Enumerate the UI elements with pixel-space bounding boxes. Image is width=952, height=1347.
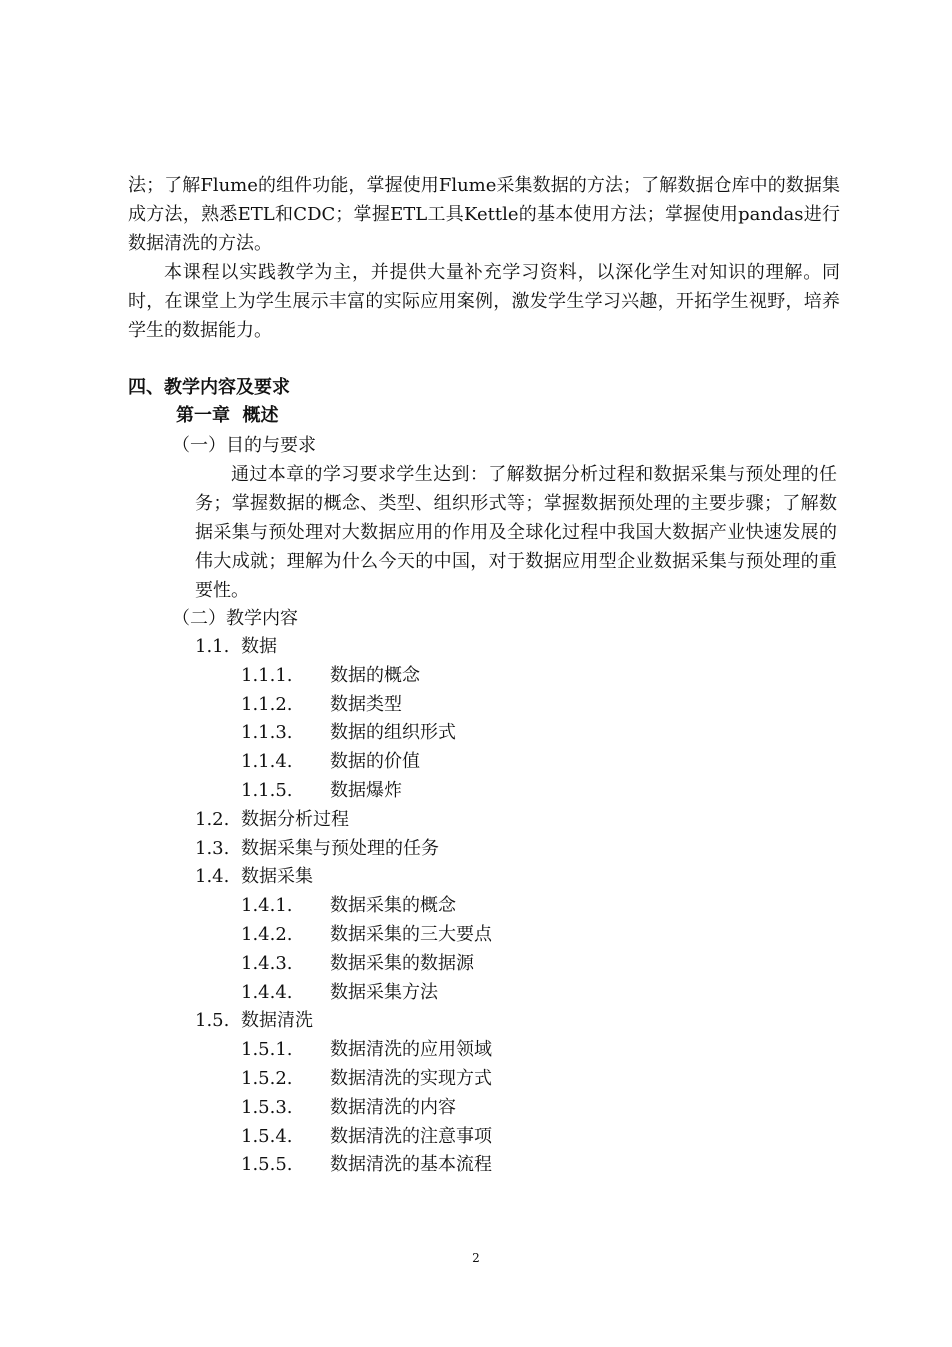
outline-item-number: 1.4.1. bbox=[241, 895, 293, 917]
outline-item bbox=[0, 748, 952, 777]
outline-item-text: 数据类型 bbox=[330, 693, 402, 715]
intro-paragraph-2: 本课程以实践教学为主，并提供大量补充学习资料，以深化学生对知识的理解。同时，在课堂上为学生展示丰富的实际应用案例，激发学生学习兴趣，开拓学生视野，培养学生的数据能力。 bbox=[128, 262, 840, 341]
outline-item-text: 数据的价值 bbox=[330, 751, 420, 773]
outline-item-text: 数据清洗 bbox=[241, 1010, 313, 1032]
outline-item-number: 1.1.3. bbox=[241, 722, 293, 744]
outline-item-text: 数据分析过程 bbox=[241, 808, 349, 830]
outline-item-number: 1.5.3. bbox=[241, 1096, 293, 1118]
outline-item-number: 1.1.1. bbox=[241, 664, 293, 686]
outline-item-number: 1.1.4. bbox=[241, 751, 293, 773]
outline-item-number: 1.1. bbox=[195, 636, 230, 657]
section-heading: 四、教学内容及要求 bbox=[128, 377, 290, 398]
outline-item-number: 1.5. bbox=[195, 1010, 230, 1032]
outline-item-text: 数据采集的数据源 bbox=[330, 952, 474, 974]
outline-item bbox=[0, 633, 952, 662]
outline-item-number: 1.4. bbox=[195, 866, 230, 888]
outline-item bbox=[0, 1151, 952, 1180]
outline-item-number: 1.4.3. bbox=[241, 952, 293, 974]
outline-item bbox=[0, 719, 952, 748]
outline-item-text: 数据的组织形式 bbox=[330, 722, 456, 744]
outline-item-number: 1.5.2. bbox=[241, 1067, 293, 1089]
outline-item-text: 数据采集 bbox=[241, 866, 313, 888]
page-number: 2 bbox=[472, 1251, 480, 1265]
outline-item-text: 数据清洗的内容 bbox=[330, 1096, 456, 1118]
goal-heading: （一）目的与要求 bbox=[172, 435, 316, 456]
outline-item-text: 数据清洗的应用领域 bbox=[330, 1039, 492, 1061]
outline-item-text: 数据采集的概念 bbox=[330, 895, 456, 917]
intro-paragraph-1: 法；了解Flume的组件功能，掌握使用Flume采集数据的方法；了解数据仓库中的数据集成方法，熟悉ETL和CDC；掌握ETL工具Kettle的基本使用方法；掌握使用pandas进行数据清洗的方法。 bbox=[128, 175, 840, 254]
outline-item bbox=[0, 1065, 952, 1094]
outline-item-text: 数据清洗的实现方式 bbox=[330, 1067, 492, 1089]
outline-item-text: 数据爆炸 bbox=[330, 779, 402, 801]
outline-item-text: 数据采集与预处理的任务 bbox=[241, 837, 439, 859]
outline-item bbox=[0, 1007, 952, 1036]
outline-item bbox=[0, 777, 952, 806]
outline-item bbox=[0, 1123, 952, 1152]
outline-item bbox=[0, 835, 952, 864]
outline-item bbox=[0, 1036, 952, 1065]
outline-item-text: 数据清洗的注意事项 bbox=[330, 1125, 492, 1147]
chapter-title: 第一章 概述 bbox=[176, 405, 279, 426]
outline-item bbox=[0, 863, 952, 892]
content-heading: （二）教学内容 bbox=[172, 608, 298, 629]
outline-item-number: 1.1.2. bbox=[241, 693, 293, 715]
outline-item-number: 1.5.1. bbox=[241, 1039, 293, 1061]
outline-item-text: 数据 bbox=[241, 636, 277, 657]
content-outline bbox=[0, 633, 952, 1180]
outline-item-text: 数据的概念 bbox=[330, 664, 420, 686]
outline-item bbox=[0, 921, 952, 950]
outline-item bbox=[0, 662, 952, 691]
outline-item bbox=[0, 892, 952, 921]
outline-item bbox=[0, 691, 952, 720]
outline-item-text: 数据采集的三大要点 bbox=[330, 923, 492, 945]
outline-item-number: 1.4.4. bbox=[241, 981, 293, 1003]
outline-item bbox=[0, 979, 952, 1008]
outline-item bbox=[0, 806, 952, 835]
goal-text: 通过本章的学习要求学生达到：了解数据分析过程和数据采集与预处理的任务；掌握数据的概念、类型、组织形式等；掌握数据预处理的主要步骤；了解数据采集与预处理对大数据应用的作用及全球化过程中我国大数据产业快速发展的伟大成就；理解为什么今天的中国，对于数据应用型企业数据采集与预处理的重要性。 bbox=[195, 464, 837, 601]
outline-item-number: 1.5.4. bbox=[241, 1125, 293, 1147]
outline-item-text: 数据采集方法 bbox=[330, 981, 438, 1003]
outline-item-number: 1.1.5. bbox=[241, 779, 293, 801]
outline-item-text: 数据清洗的基本流程 bbox=[330, 1154, 492, 1176]
outline-item-number: 1.5.5. bbox=[241, 1154, 293, 1176]
outline-item bbox=[0, 950, 952, 979]
outline-item bbox=[0, 1094, 952, 1123]
outline-item-number: 1.2. bbox=[195, 808, 230, 830]
outline-item-number: 1.4.2. bbox=[241, 923, 293, 945]
outline-item-number: 1.3. bbox=[195, 837, 230, 859]
